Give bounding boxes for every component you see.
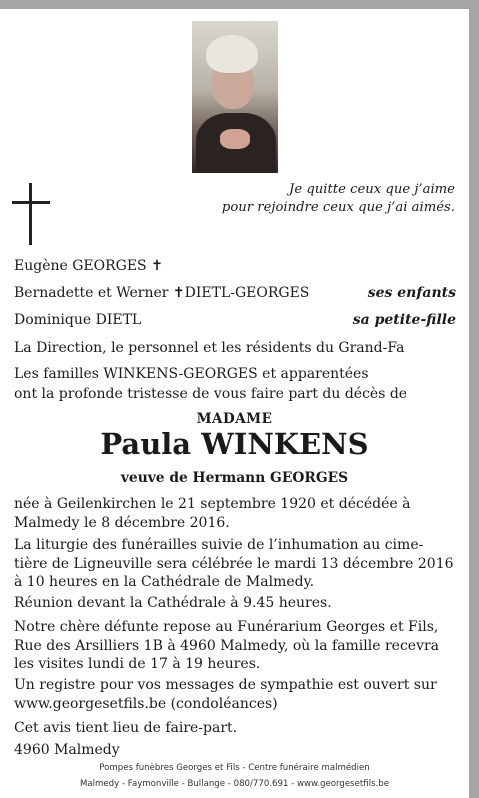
deceased-name: Paula WINKENS bbox=[100, 427, 369, 461]
granddaughter-line: Dominique DIETL sa petite-fille bbox=[14, 312, 456, 328]
direction-line: La Direction, le personnel et les résidents du Grand-Fa bbox=[14, 340, 405, 356]
children-line: Bernadette et Werner ✝DIETL-GEORGES ses enfants bbox=[14, 285, 456, 301]
husband-line: Eugène GEORGES ✝ bbox=[14, 258, 163, 274]
salutation: MADAME bbox=[196, 411, 273, 427]
liturgy-paragraph: La liturgie des funérailles suivie de l’inhumation au cime- tière de Ligneuville sera célébrée le mardi 13 décembre 2016 à 10 heures en la Cathédrale de Malmedy. bbox=[14, 537, 454, 590]
birth-paragraph: née à Geilenkirchen le 21 septembre 1920 et décédée à Malmedy le 8 décembre 2016. bbox=[14, 496, 411, 531]
quote-line-1: Je quitte ceux que j’aime bbox=[289, 182, 455, 197]
families-line-2: ont la profonde tristesse de vous faire part du décès de bbox=[14, 386, 408, 402]
cross-icon bbox=[12, 183, 50, 245]
obituary-card bbox=[0, 9, 469, 798]
register-paragraph: Un registre pour vos messages de sympathie est ouvert sur www.georgesetfils.be (condoléances) bbox=[14, 677, 437, 712]
quote-line-2: pour rejoindre ceux que j’ai aimés. bbox=[221, 199, 455, 215]
quote bbox=[222, 181, 455, 216]
portrait-photo bbox=[192, 21, 278, 173]
footer-line-2: Malmedy - Faymonville - Bullange - 080/770.691 - www.georgesetfils.be bbox=[79, 779, 390, 789]
widow-of: veuve de Hermann GEORGES bbox=[120, 470, 349, 486]
meeting-paragraph: Réunion devant la Cathédrale à 9.45 heures. bbox=[14, 595, 332, 611]
place-paragraph: 4960 Malmedy bbox=[14, 742, 120, 758]
rest-paragraph: Notre chère défunte repose au Funérarium Georges et Fils, Rue des Arsilliers 1B à 4960 Malmedy, où la famille recevra les visites lundi de 17 à 19 heures. bbox=[14, 619, 440, 672]
notice-paragraph: Cet avis tient lieu de faire-part. bbox=[14, 720, 238, 736]
footer-line-1: Pompes funèbres Georges et Fils - Centre funéraire malmédien bbox=[99, 763, 370, 773]
granddaughter-tag: sa petite-fille bbox=[352, 312, 456, 328]
families-line-1: Les familles WINKENS-GEORGES et apparentées bbox=[14, 366, 369, 382]
children-tag: ses enfants bbox=[367, 285, 456, 301]
